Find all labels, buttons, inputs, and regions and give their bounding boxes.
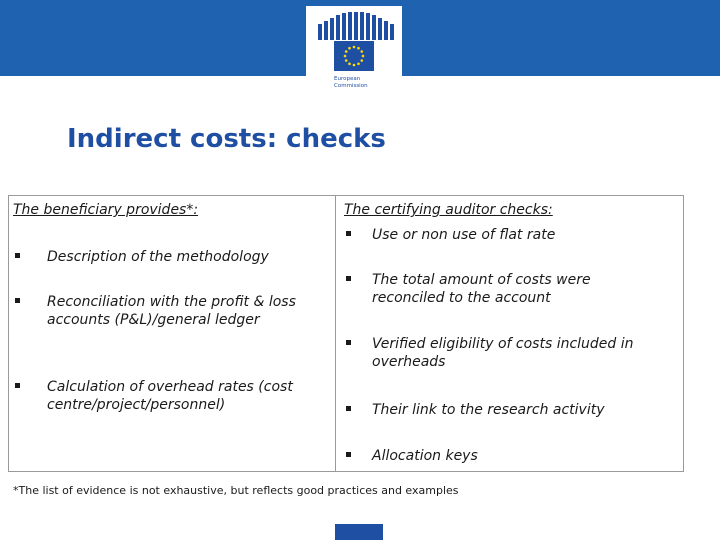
right-item-allocation-keys: Allocation keys	[372, 448, 478, 464]
bullet-icon	[346, 231, 351, 236]
eu-flag-icon	[334, 41, 374, 71]
logo-text-european: European	[334, 76, 361, 82]
left-item-overhead-rates: Calculation of overhead rates (cost centre/project/personnel)	[47, 379, 293, 413]
right-item-eligibility: Verified eligibility of costs included in overheads	[372, 336, 634, 370]
slide-title: Indirect costs: checks	[67, 124, 386, 154]
bullet-icon	[346, 452, 351, 457]
right-column-heading: The certifying auditor checks:	[344, 202, 553, 218]
european-commission-logo	[306, 6, 402, 98]
building-icon	[312, 10, 396, 40]
left-item-methodology: Description of the methodology	[47, 249, 269, 265]
left-item-reconciliation: Reconciliation with the profit & loss accounts (P&L)/general ledger	[47, 294, 296, 328]
bullet-icon	[346, 340, 351, 345]
logo-wordmark	[334, 76, 368, 90]
bullet-icon	[15, 383, 20, 388]
bullet-icon	[346, 276, 351, 281]
right-item-flat-rate: Use or non use of flat rate	[372, 227, 556, 243]
bottom-accent-bar	[335, 524, 383, 540]
bullet-icon	[15, 298, 20, 303]
bullet-icon	[15, 253, 20, 258]
footnote: *The list of evidence is not exhaustive, but reflects good practices and examples	[13, 484, 459, 497]
bullet-icon	[346, 406, 351, 411]
right-item-total-costs: The total amount of costs were reconciled to the account	[372, 272, 591, 306]
logo-text-commission: Commission	[334, 83, 368, 89]
column-divider	[335, 195, 336, 472]
left-column-heading: The beneficiary provides*:	[13, 202, 199, 218]
right-item-research-link: Their link to the research activity	[372, 402, 605, 418]
